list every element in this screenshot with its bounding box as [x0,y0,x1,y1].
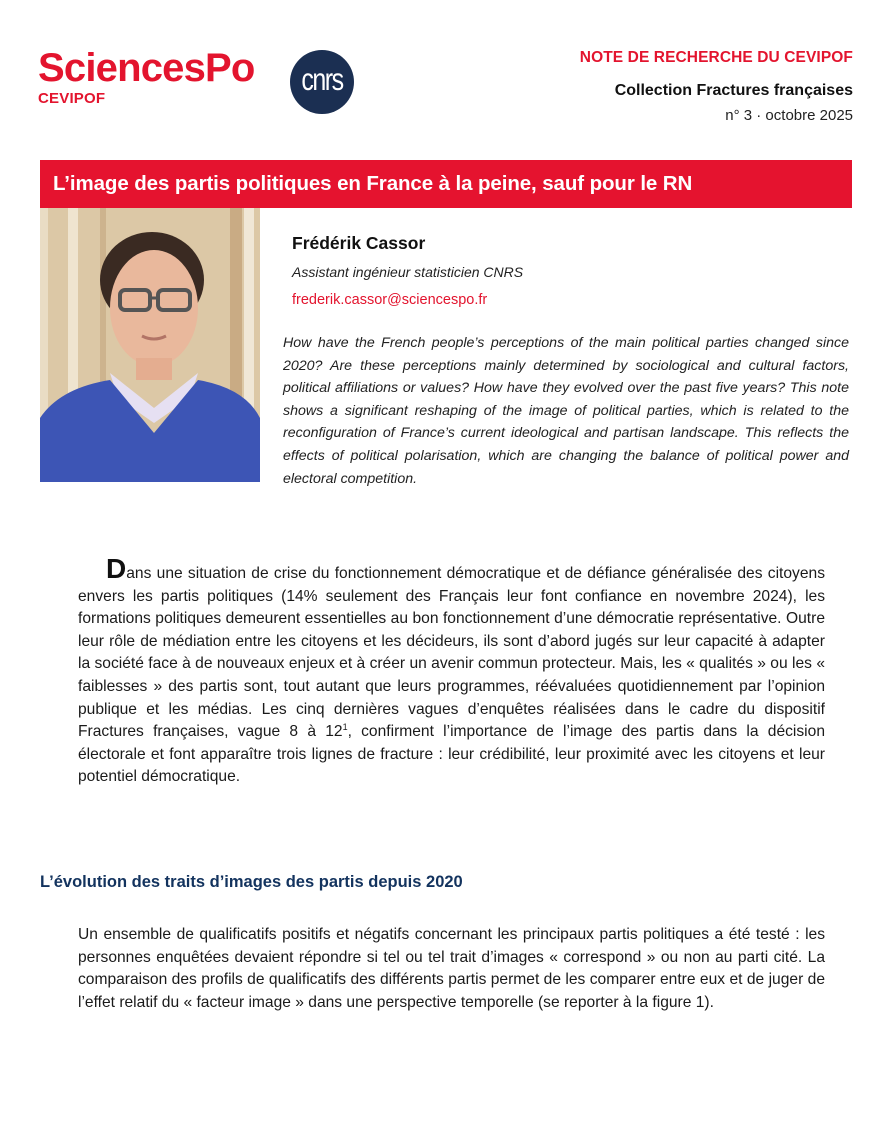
footnote-ref-1[interactable]: 1 [342,721,348,732]
sciencespo-logo [38,48,255,108]
publication-info [580,48,853,126]
author-photo [40,208,260,482]
author-email-link[interactable]: frederik.cassor@sciencespo.fr [292,292,488,308]
cnrs-logo [290,50,354,114]
collection-name: Collection Fractures françaises [614,82,853,99]
note-kicker: NOTE DE RECHERCHE DU CEVIPOF [579,49,853,66]
title-banner [40,160,852,208]
intro-paragraph [78,553,825,789]
author-name: Frédérik Cassor [292,233,426,253]
author-block [292,232,523,309]
sciencespo-logo-wordmark: SciencesPo [38,46,255,90]
section-heading: L’évolution des traits d’images des partis depuis 2020 [40,873,463,891]
cevipof-logo-subtitle: CEVIPOF [38,90,106,107]
english-abstract: How have the French people’s perceptions of the main political parties changed since 2020? Are these perceptions mainly determined by sociological and cultural factors, political affiliations or values? How have they evolved over the past five years? This note shows a significant reshaping of the image of political parties, which is related to the reconfiguration of France’s current ideological and partisan landscape. This reflects the effects of political polarisation, which are changing the balance of political power and electoral competition. [283,335,849,487]
issue-number-date: n° 3 · octobre 2025 [725,107,853,124]
intro-text-part1: ans une situation de crise du fonctionnement démocratique et de défiance généralisée des citoyens envers les partis politiques (14% seulement des Français leur font confiance en novembre 2024), les formations politiques demeurent essentielles au bon fonctionnement d’une démocratie représentative. Outre leur rôle de médiation entre les citoyens et les décideurs, ils sont d’abord jugés sur leur capacité à adapter la société face à de nouveaux enjeux et à créer un avenir commun protecteur. Mais, les « qualités » ou les « faiblesses » des partis sont, tout autant que leurs programmes, réévaluées quotidiennement par l’opinion publique et les médias. Les cinq dernières vagues d’enquêtes réalisées dans le cadre du dispositif Fractures françaises, vague 8 à 12 [78,565,825,741]
drop-cap: D [106,553,127,584]
cnrs-logo-text: cnrs [301,61,343,97]
page-title: L’image des partis politiques en France à la peine, sauf pour le RN [53,172,693,195]
section-paragraph: Un ensemble de qualificatifs positifs et négatifs concernant les principaux partis politiques a été testé : les personnes enquêtées devaient répondre si tel ou tel trait d’images « correspond » ou non au parti cité. La comparaison des profils de qualificatifs des différents partis permet de les comparer entre eux et de juger de l’effet relatif du « facteur image » dans une perspective temporelle (se reporter à la figure 1). [78,926,825,1011]
intro-text-part2: , confirment l’importance de l’image des partis dans la décision électorale et font apparaître trois lignes de fracture : leur crédibilité, leur proximité avec les citoyens et leur potentiel démocratique. [78,723,825,786]
author-role: Assistant ingénieur statisticien CNRS [292,264,524,280]
